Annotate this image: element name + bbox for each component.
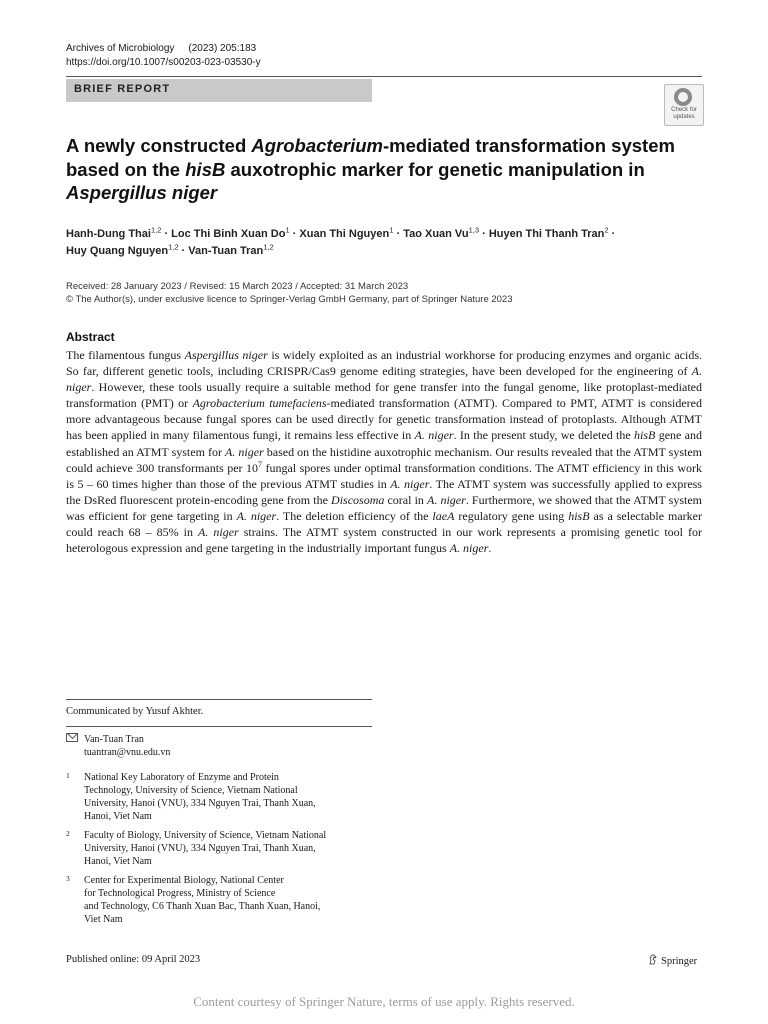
- author[interactable]: Van-Tuan Tran$^{1,2}$: [188, 242, 274, 257]
- dates-line: Received: 28 January 2023 / Revised: 15 March 2023 / Accepted: 31 March 2023: [66, 281, 409, 292]
- affiliation-2: Faculty of Biology, University of Science, Vietnam National University, Hanoi (VNU), 334 Nguyen Trai, Thanh Xuan, Hanoi, Viet Nam: [84, 830, 327, 867]
- affiliation-number: 2: [66, 829, 70, 838]
- author[interactable]: Hanh-Dung Thai$^{1,2}$: [66, 225, 162, 240]
- article-history: [66, 280, 706, 306]
- footnote-rule: [66, 726, 372, 727]
- abstract-body: The filamentous fungus Aspergillus niger is widely exploited as an industrial workhorse for producing enzymes and organic acids. So far, different genetic tools, including CRISPR/Cas9 genome editing strategies, have been developed for the engineering of A. niger. However, these tools usually require a suitable method for gene transfer into the fungal genome, like protoplast-mediated transformation (PMT) or Agrobacterium tumefaciens-mediated transformation (ATMT). Compared to PMT, ATMT is considered more advantageous because fungal spores can be used directly for genetic transformation instead of protoplasts. Although ATMT has been applied in many filamentous fungi, it remains less effective in A. niger. In the present study, we deleted the hisB gene and established an ATMT system for A. niger based on the histidine auxotrophic mechanism. Our results revealed that the ATMT system could achieve 300 transformants per $10^7$ fungal spores under optimal transformation conditions. The ATMT efficiency in this work is 5 – 60 times higher than those of the previous ATMT studies in A. niger. The ATMT system was successfully applied to express the DsRed fluorescent protein-encoding gene from the Discosoma coral in A. niger. Furthermore, we showed that the ATMT system was efficient for gene targeting in A. niger. The deletion efficiency of the laeA regulatory gene using hisB as a selectable marker could reach 68 – 85% in A. niger strains. The ATMT system constructed in our work represents a promising genetic tool for heterologous expression and gene targeting in the industrially important fungus A. niger.: [66, 348, 703, 556]
- author-list: Hanh-Dung Thai$^{1,2}$ · Loc Thi Binh Xuan $Do^1$ · Xuan Thi Nguyen$^1$ · Tao Xuan Vu$^{1,3}$ · Huyen Thi Thanh Tran$^2$ · Huy Quang Nguyen$^{1,2}$ · Van-Tuan Tran$^{1,2}$: [66, 225, 616, 257]
- check-updates-icon: [674, 88, 692, 106]
- author[interactable]: Huy Quang Nguyen$^{1,2}$: [66, 242, 179, 257]
- author[interactable]: Tao Xuan Vu$^{1,3}$: [403, 225, 480, 240]
- publisher-name: Springer: [661, 956, 698, 967]
- check-updates-label: Check for updates: [671, 107, 697, 120]
- contact-email[interactable]: tuantran@vnu.edu.vn: [84, 747, 171, 758]
- article-type-banner: [66, 79, 372, 102]
- article-title: A newly constructed Agrobacterium-mediated transformation system based on the hisB auxotrophic marker for genetic manipulation in Aspergillus niger: [66, 135, 675, 203]
- email-icon: [66, 733, 78, 742]
- author[interactable]: Loc Thi Binh Xuan Do$^1$: [171, 225, 290, 240]
- communicated-by: Communicated by Yusuf Akhter.: [66, 706, 204, 717]
- courtesy-notice: Content courtesy of Springer Nature, terms of use apply. Rights reserved.: [193, 994, 575, 1009]
- author[interactable]: Xuan Thi Nguyen$^1$: [299, 225, 394, 240]
- header-rule: [66, 76, 702, 77]
- affiliation-1: National Key Laboratory of Enzyme and Protein Technology, University of Science, Vietnam National University, Hanoi (VNU), 334 Nguyen Trai, Thanh Xuan, Hanoi, Viet Nam: [84, 772, 316, 822]
- published-online: Published online: 09 April 2023: [66, 954, 201, 965]
- abstract-heading: Abstract: [66, 330, 115, 344]
- affiliation-3: Center for Experimental Biology, National Center for Technological Progress, Ministry of Science and Technology, C6 Thanh Xuan Bac, Thanh Xuan, Hanoi, Viet Nam: [84, 875, 321, 925]
- doi-link[interactable]: https://doi.org/10.1007/s00203-023-03530-y: [66, 57, 261, 68]
- journal-header: [66, 42, 261, 70]
- check-for-updates-badge[interactable]: [664, 84, 704, 126]
- contact-name: Van-Tuan Tran: [84, 734, 144, 745]
- journal-name: Archives of Microbiology: [66, 43, 175, 54]
- author[interactable]: Huyen Thi Thanh Tran$^2$: [488, 225, 609, 240]
- springer-horse-icon: [648, 954, 658, 965]
- article-type-label: BRIEF REPORT: [74, 83, 171, 95]
- journal-volume: (2023) 205:183: [188, 43, 257, 54]
- copyright-line: © The Author(s), under exclusive licence to Springer-Verlag GmbH Germany, part of Springer Nature 2023: [66, 294, 513, 305]
- affiliation-number: 3: [66, 874, 70, 883]
- affiliation-number: 1: [66, 771, 70, 780]
- footnote-rule: [66, 699, 372, 700]
- springer-logo: [648, 953, 697, 967]
- corresponding-author: [84, 733, 170, 759]
